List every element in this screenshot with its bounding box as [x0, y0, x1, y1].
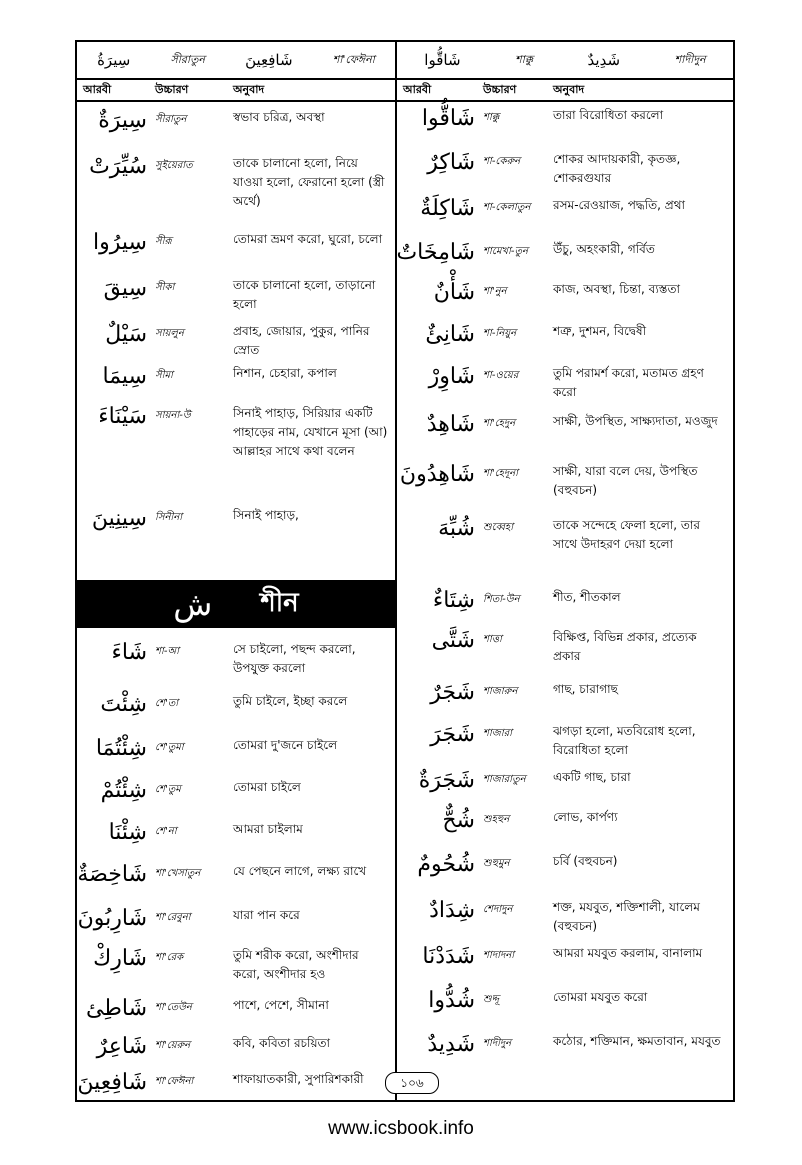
entry-meaning: সিনাই পাহাড়, সিরিয়ার একটি পাহাড়ের নাম, যেখানে মূসা (আ) আল্লাহর সাথে কথা বলেন	[233, 406, 388, 458]
entry-pronunciation: শা-ওয়ের	[483, 370, 519, 381]
entry-meaning: ঝগড়া হলো, মতবিরোধ হলো, বিরোধিতা হলো	[553, 724, 696, 757]
entry-arabic: شُحُومٌ	[417, 852, 475, 877]
entry-meaning: লোভ, কার্পণ্য	[553, 810, 618, 824]
left-running-header	[77, 42, 395, 80]
entry-arabic: شَجَرٌ	[430, 680, 475, 705]
entry-meaning: তোমরা চাইলে	[233, 780, 301, 794]
entry-pronunciation: সীকা	[155, 282, 175, 293]
header-arabic-start: سِيرَةُ	[97, 51, 131, 69]
page-number: ১০৬	[385, 1072, 439, 1094]
entry	[77, 1032, 395, 1062]
entry-pronunciation: সীরূ	[155, 236, 172, 247]
entry-meaning: পাশে, পেশে, সীমানা	[233, 998, 329, 1012]
entry-pronunciation: শাক্কু	[483, 112, 500, 123]
entry-meaning: স্বভাব চরিত্র, অবস্থা	[233, 110, 325, 124]
entry-pronunciation: শাজারা	[483, 728, 513, 739]
entry-arabic: شَاطِئ	[86, 996, 147, 1021]
entry-pronunciation: শা'ফেঈনা	[155, 1076, 194, 1087]
entry-arabic: شَجَرَ	[430, 722, 475, 747]
entry	[397, 986, 733, 1016]
entry-arabic: سِيقَ	[103, 276, 147, 301]
entry	[397, 278, 733, 308]
entry-meaning: তুমি পরামর্শ করো, মতামত গ্রহণ করো	[553, 366, 704, 399]
entry	[397, 104, 733, 134]
entry-meaning: তাকে চালানো হলো, নিয়ে যাওয়া হলো, ফেরানো হলো (স্ত্রী অর্থে)	[233, 156, 385, 208]
entry	[397, 320, 733, 350]
entry-pronunciation: শুহুমুন	[483, 858, 510, 869]
entry-meaning: কাজ, অবস্থা, চিন্তা, ব্যস্ততা	[553, 282, 680, 296]
entry-arabic: شَامِخَاتٌ	[396, 240, 475, 265]
entry-pronunciation: শা-কেলাতুন	[483, 202, 531, 213]
heading-arabic: আরবী	[83, 82, 112, 96]
entry-meaning: চর্বি (বহুবচন)	[553, 854, 618, 868]
footer-url: www.icsbook.info	[328, 1118, 474, 1139]
entry-meaning: শত্রু, দুশমন, বিদ্বেষী	[553, 324, 647, 338]
entry-arabic: شَتَّى	[431, 628, 475, 653]
entry	[397, 1030, 733, 1060]
entry-meaning: যে পেছনে লাগে, লক্ষ্য রাখে	[233, 864, 367, 878]
right-column-headings	[397, 80, 733, 102]
entry	[397, 514, 733, 554]
entry-pronunciation: শা-নিয়ুন	[483, 328, 517, 339]
entry-meaning: শাফায়াতকারী, সুপারিশকারী	[233, 1072, 364, 1086]
entry-arabic: شَدَدْنَا	[422, 944, 475, 969]
entry-arabic: شُدُّوا	[428, 988, 475, 1013]
entry-arabic: شَافِعِينَ	[77, 1070, 147, 1095]
entry-pronunciation: শা'রেক	[155, 952, 184, 963]
entry	[397, 678, 733, 708]
entry-arabic: شُبِّهَ	[438, 516, 475, 541]
entry	[77, 106, 395, 136]
entry-pronunciation: শাত্তা	[483, 634, 502, 645]
header-arabic-start: شَاقُّوا	[424, 51, 461, 69]
heading-pronunciation: উচ্চারণ	[483, 82, 517, 96]
entry	[397, 194, 733, 224]
heading-meaning: অনুবাদ	[233, 82, 265, 96]
entry-arabic: شَارِبُونَ	[77, 906, 147, 931]
entry-arabic: سِينِينَ	[91, 506, 147, 531]
entry-pronunciation: সিনীনা	[155, 512, 183, 523]
entry-pronunciation: শে'না	[155, 826, 177, 837]
entry	[77, 1068, 395, 1098]
entry	[77, 860, 395, 890]
header-pron-start: সীরাতুন	[170, 52, 205, 66]
entry-pronunciation: সুইয়েরাত	[155, 160, 193, 171]
entry-meaning: তোমরা ভ্রমণ করো, ঘুরো, চলো	[233, 232, 383, 246]
entry-arabic: شَارِكْ	[93, 946, 147, 971]
entry-arabic: شِدَادٌ	[429, 898, 475, 923]
entry-arabic: سَيْلٌ	[105, 322, 147, 347]
entry	[77, 994, 395, 1024]
entry	[397, 586, 733, 616]
entry-pronunciation: শুব্বেহা	[483, 522, 514, 533]
entry-arabic: شِئْتُمْ	[100, 778, 147, 803]
entry-meaning: কঠোর, শক্তিমান, ক্ষমতাবান, মযবুত	[553, 1034, 721, 1048]
entry-pronunciation: শিতা-উন	[483, 594, 520, 605]
entry	[77, 228, 395, 258]
entry	[77, 904, 395, 934]
left-column	[77, 42, 397, 1100]
entry-pronunciation: শে'তা	[155, 698, 179, 709]
entry-meaning: তোমরা দু'জনে চাইলে	[233, 738, 338, 752]
entry	[397, 148, 733, 188]
entry-arabic: شَاهِدٌ	[426, 412, 475, 437]
entry	[77, 734, 395, 764]
entry-pronunciation: শাজারুন	[483, 686, 518, 697]
entry-arabic: شَاخِصَةٌ	[77, 862, 147, 887]
entry-meaning: সাক্ষী, উপস্থিত, সাক্ষ্যদাতা, মওজুদ	[553, 414, 718, 428]
entry-pronunciation: শা'নুন	[483, 286, 507, 297]
entry	[77, 944, 395, 984]
entry-arabic: سِيرُوا	[93, 230, 147, 255]
entry-meaning: আমরা মযবুত করলাম, বানালাম	[553, 946, 703, 960]
entry	[397, 766, 733, 796]
entry	[397, 362, 733, 402]
entry-meaning: প্রবাহ, জোয়ার, পুকুর, পানির স্রোত	[233, 324, 370, 357]
entry	[397, 942, 733, 972]
entry-arabic: شَاكِرٌ	[427, 150, 475, 175]
entry-pronunciation: সায়লুন	[155, 328, 184, 339]
entry-arabic: شِتَاءٌ	[432, 588, 475, 613]
entry-meaning: উঁচু, অহংকারী, গর্বিত	[553, 242, 655, 256]
entry-pronunciation: শা'য়েরুন	[155, 1040, 191, 1051]
entry-meaning: তোমরা মযবুত করো	[553, 990, 648, 1004]
entry-meaning: সে চাইলো, পছন্দ করলো, উপযুক্ত করলো	[233, 642, 356, 675]
entry-arabic: شَاكِلَةٌ	[420, 196, 475, 221]
entry-meaning: শক্ত, মযবুত, শক্তিশালী, যালেম (বহুবচন)	[553, 900, 700, 933]
entry-arabic: شَدِيدٌ	[427, 1032, 475, 1057]
entry-arabic: شَأْنٌ	[433, 280, 475, 305]
entry-pronunciation: শা-আ	[155, 646, 180, 657]
entry-meaning: তাকে সন্দেহে ফেলা হলো, তার সাথে উদাহরণ দেয়া হলো	[553, 518, 700, 551]
section-banner-sheen	[77, 580, 395, 628]
entry-meaning: কবি, কবিতা রচয়িতা	[233, 1036, 331, 1050]
entry	[397, 626, 733, 666]
entry-arabic: شَاءَ	[111, 640, 147, 665]
entry-pronunciation: শে'তুম	[155, 784, 181, 795]
heading-pronunciation: উচ্চারণ	[155, 82, 189, 96]
entry-arabic: شَجَرَةٌ	[418, 768, 475, 793]
heading-arabic: আরবী	[403, 82, 432, 96]
entry-meaning: তুমি চাইলে, ইচ্ছা করলে	[233, 694, 348, 708]
entry	[77, 362, 395, 392]
entry-meaning: নিশান, চেহারা, কপাল	[233, 366, 337, 380]
entry-meaning: একটি গাছ, চারা	[553, 770, 631, 784]
entry-pronunciation: শা'হেদূনা	[483, 468, 518, 479]
entry	[397, 460, 733, 500]
entry-pronunciation: শা'খেসাতুন	[155, 868, 201, 879]
entry	[77, 776, 395, 806]
header-pron-end: শাদীদুন	[674, 52, 706, 66]
entry-pronunciation: শাদীদুন	[483, 1038, 512, 1049]
entry-arabic: شَاقُّوا	[421, 106, 475, 131]
entry	[77, 690, 395, 720]
entry-pronunciation: শুদ্দূ	[483, 994, 500, 1005]
entry	[397, 850, 733, 880]
entry-pronunciation: শা'তেউন	[155, 1002, 192, 1013]
entry-meaning: তুমি শরীক করো, অংশীদার করো, অংশীদার হও	[233, 948, 359, 981]
header-pron-end: শা'ফেঈনা	[332, 52, 375, 66]
entry	[397, 238, 733, 268]
entry-arabic: شِئْتَ	[100, 692, 147, 717]
entry-arabic: شَانِئٌ	[425, 322, 475, 347]
entry-meaning: আমরা চাইলাম	[233, 822, 303, 836]
entry-meaning: সিনাই পাহাড়,	[233, 508, 299, 522]
entry-pronunciation: শাজারাতুন	[483, 774, 526, 785]
entry-pronunciation: শুহহুন	[483, 814, 510, 825]
entry	[397, 806, 733, 836]
entry-pronunciation: সায়না-উ	[155, 410, 191, 421]
heading-meaning: অনুবাদ	[553, 82, 585, 96]
entry-meaning: শোকর আদায়কারী, কৃতজ্ঞ, শোকরগুযার	[553, 152, 681, 185]
entry	[77, 320, 395, 360]
entry	[397, 410, 733, 440]
entry-pronunciation: শা-কেরুন	[483, 156, 521, 167]
entry-arabic: سِيرَةٌ	[98, 108, 147, 133]
entry-meaning: রসম-রেওয়াজ, পদ্ধতি, প্রথা	[553, 198, 685, 212]
entry-pronunciation: শাদাদনা	[483, 950, 515, 961]
entry-arabic: شَاوِرْ	[428, 364, 475, 389]
entry	[77, 152, 395, 211]
entry-pronunciation: শা'রেবুনা	[155, 912, 191, 923]
entry	[77, 402, 395, 461]
entry	[77, 504, 395, 534]
entry-pronunciation: শে'তুমা	[155, 742, 184, 753]
entry	[77, 274, 395, 314]
entry-arabic: شِئْنَا	[108, 820, 147, 845]
header-arabic-end: شَدِيدٌ	[587, 51, 621, 69]
left-column-headings	[77, 80, 395, 102]
entry-pronunciation: সীমা	[155, 370, 173, 381]
entry-meaning: সাক্ষী, যারা বলে দেয়, উপস্থিত (বহুবচন)	[553, 464, 698, 497]
entry-pronunciation: শা'হেদুন	[483, 418, 516, 429]
entry	[77, 638, 395, 678]
entry-pronunciation: শেদাদুন	[483, 904, 513, 915]
dictionary-page	[75, 40, 735, 1102]
entry-arabic: شُحٌّ	[442, 808, 475, 833]
entry-arabic: شَاعِرٌ	[96, 1034, 147, 1059]
entry	[397, 720, 733, 760]
entry-meaning: শীত, শীতকাল	[553, 590, 621, 604]
entry-arabic: سِيمَا	[102, 364, 147, 389]
entry-arabic: سُيِّرَتْ	[89, 154, 147, 179]
entry-pronunciation: সীরাতুন	[155, 114, 187, 125]
entry-arabic: شَاهِدُونَ	[399, 462, 475, 487]
entry-meaning: বিক্ষিপ্ত, বিভিন্ন প্রকার, প্রত্যেক প্রকার	[553, 630, 697, 663]
entry	[77, 818, 395, 848]
entry-meaning: তাকে চালানো হলো, তাড়ানো হলো	[233, 278, 376, 311]
entry-meaning: যারা পান করে	[233, 908, 300, 922]
header-arabic-end: شَافِعِينَ	[245, 51, 293, 69]
header-pron-start: শাক্কু	[515, 52, 533, 66]
entry-meaning: তারা বিরোধিতা করলো	[553, 108, 664, 122]
entry-meaning: গাছ, চারাগাছ	[553, 682, 618, 696]
entry-pronunciation: শামেখা-তুন	[483, 246, 528, 257]
right-column	[397, 42, 733, 1100]
entry	[397, 896, 733, 936]
banner-arabic-letter: ش	[173, 585, 213, 623]
right-running-header	[397, 42, 733, 80]
banner-letter-name: শীন	[260, 588, 299, 618]
entry-arabic: شِئْتُمَا	[95, 736, 147, 761]
entry-arabic: سَيْنَاءَ	[98, 404, 147, 429]
